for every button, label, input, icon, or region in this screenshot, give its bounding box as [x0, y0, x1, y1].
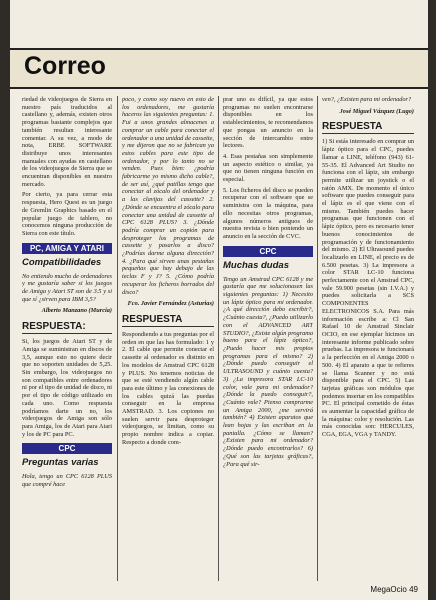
- reader-question: poco, y como soy nuevo en esto de los ordenadores, me gustaría haceros las siguientes preguntas: 1. Fui a unos grandes almacenes a comprar un cable para conectar el ordenador a una unidad de cassette, y me dijeron que no se fabrican ya estos cables para este tipo de ordenador, y por lo tanto no se venden. Pues bien: ¿podría fabricarme yo mismo dicho cable?, de ser así, ¿qué patillas tengo que conectar al zócalo del ordenador y a las clavijas del cassette? 2. ¿Dónde se encuentra el zócalo para conectar una unidad de cassette al CPC 6128 PLUS? 3. ¿Dónde podría comprar un copión para desproteger los programas de cassette y pasarlos a disco? ¿Podrías darme alguna dirección? 4. ¿Para qué sirven unas pestañas pequeñas que hay debajo de las teclas F y J? 5. ¿Cómo podría recuperar los ficheros borrados del disco?: [122, 96, 214, 296]
- reader-question: ven?, ¿Existen para mi ordenador?: [322, 96, 412, 103]
- section-header: [10, 48, 428, 89]
- category-band: CPC: [223, 246, 313, 257]
- reader-question: Tengo un Amstrad CPC 6128 y me gustaría que me solucionasen las siguientes preguntas: 1) Necesito un lápiz óptico para mi ordenador. ¿A qué dirección debo escribir?, ¿Cuánto cuesta?, ¿Puedo utilizarlo con el ADVANCED ART STUDIO?, ¿Existe algún programa bueno para el lápiz óptico?, ¿Puedo hacer mis propios programas para el mismo? 2) ¿Dónde puedo conseguir el ULTRASOUND y cuánto cuesta? 3) ¿La impresora STAR LC-10 color, vale para mi ordenador? ¿Dónde la puedo conseguir?, ¿Cuánto vale? Pienso comprarme un Amiga 2000, ¿me servirá también? 4) Existen aparatos que lean hojas y las escriban en la pantalla. ¿Cómo se llaman? ¿Existen para mi ordenador? ¿Dónde puedo encontrarlos? 6) ¿Qué son las tarjetas gráficas?, ¿Para qué sir-: [223, 275, 313, 468]
- paragraph: prar uno es difícil, ya que estos programas no suelen encontrarse disponibles en los establecimientos, te recomendamos que pongas un anuncio en la sección de intercambio entre lectores.: [223, 96, 313, 150]
- page-footer: MegaOcio 49: [370, 585, 418, 594]
- column-divider: [317, 96, 318, 581]
- reader-signature: José Miguel Vázquez (Lugo): [339, 107, 414, 115]
- column-divider: [218, 96, 219, 581]
- column-3: [223, 96, 313, 581]
- answer-heading: RESPUESTA: [322, 121, 414, 134]
- reader-signature: Alberto Manzano (Murcia): [41, 307, 112, 315]
- letter-title: Preguntas varias: [22, 457, 99, 469]
- section-title: Correo: [24, 52, 106, 80]
- reader-signature: Fco. Javier Fernández (Asturias): [127, 300, 214, 308]
- column-4: [322, 96, 414, 581]
- answer-heading: RESPUESTA: [122, 314, 214, 327]
- column-divider: [117, 96, 118, 581]
- letter-title: Muchas dudas: [223, 259, 289, 271]
- answer-text: Respondiendo a tus preguntas por el orden en que las has formulado: 1 y 2. El cable que permite conectar el cassette al ordenador es distinto en los modelos de Amstrad CPC 6128 y PLUS. No tenemos noticias de que se esté vendiendo algún cable para este último y las conexiones de los cables quizá las puedas conseguir en la empresa AMSTRAD. 3. Los copiones no suelen servir para desproteger videojuegos, se limitan, como su propio nombre indica a copiar. Respecto a donde com-: [122, 330, 214, 446]
- reader-question: No entiendo mucho de ordenadores y me gustaría saber si los juegos de Amiga y Atari ST son de 3.5 y si que sí ¿sirven para IBM 3,5?: [22, 272, 112, 303]
- answer-text: 1) Si estás interesado en comprar un lápiz óptico para el CPC, puedes llamar a LINE, teléfono (943) 61-55-35. El Advanced Art Studio no funciona con el lápiz, sin embargo permite utilizar un joystick o el ratón AMX. De momento el único software que puedes conseguir para el lápiz es el que viene con el mismo. También puedes hacer programas que funcionen con el lápiz óptico, pero es necesario tener buenos conocimientos de programación y de funcionamiento del mismo. 2) El Ultrasound puedes localizarlo en LINE, el precio es de 6.500 pesetas. 3) La impresora a color STAR LC-10 funciona perfectamente con el Amstrad CPC, vale 59.900 pesetas (sin I.V.A.) y puedes solicitarla a SCS COMPONENTES ELECTRONICOS S.A. Para más información escribe a: Cl San Rafael 10 de Amstrad Sinclair OCIO, en ese ejemplar hicimos un interesante informe publicado sobre pruebas. La impresora te funcionará a la perfección en el Amiga 2000 o 500. 4) El aparato a que te refieres se llama Scanner y no está disponible para el CPC. 5) Las tarjetas gráficas son módulos que podemos insertar en los compatibles PC. El principal cometido de éstas es aumentar la capacidad gráfica de la máquina: color y resolución. Las más conocidas son: HERCULES, CGA, EGA, VGA y TANDY.: [322, 138, 414, 439]
- column-1: [22, 96, 112, 581]
- paragraph: 5. Los ficheros del disco se pueden recuperar con el software que se suministra con la máquina, para ello necesitas otros programas, algunos números antiguos de nuestra revista o bien poniendo un anuncio en la sección de CVC.: [223, 186, 313, 240]
- magazine-page: [10, 0, 428, 600]
- answer-text: Si, los juegos de Atari ST y de Amiga se suministran en discos de 3,5, aunque esto no quiere decir que no soporten unidades de 5,25. Sin embargo, los videojuegos no son compatibles entre ordenadores ni por el tipo de unidad de disco, ni por el tipo de código utilizado en cada uno. Como respuesta podríamos darte un no, los videojuegos de Amiga son sólo para Amiga, los de Atari para Atari y los de PC para PC.: [22, 338, 112, 438]
- category-band: CPC: [22, 443, 112, 454]
- letter-title: Compatibilidades: [22, 256, 102, 268]
- paragraph: 4. Esas pestañas son simplemente un aspecto estético o similar, ya que no tienen ninguna función en especial.: [223, 152, 313, 184]
- answer-heading: RESPUESTA:: [22, 321, 112, 334]
- paragraph: Por cierto, ya para cerrar esta respuesta, Hero Quest es un juego de Gremlin Graphics basado en el popular juego de tablero, no conocemos ninguna producción de Sierra con este título.: [22, 191, 112, 237]
- reader-question: Hola, tengo un CPC 6128 PLUS que compré hace: [22, 473, 112, 489]
- paragraph: riedad de videojuegos de Sierra en nuestro país traducidos al castellano y, además, existen otros programas bastante complejos que también resultan interesante comentar. A su vez, a modo de nota, ERBE SOFTWARE distribuye unos interesantes manuales con ayudas en castellano de los videojuegos de Sierra que se encuentran disponibles en nuestro mercado.: [22, 96, 112, 188]
- column-2: [122, 96, 214, 581]
- category-band: PC, AMIGA Y ATARI: [22, 243, 112, 254]
